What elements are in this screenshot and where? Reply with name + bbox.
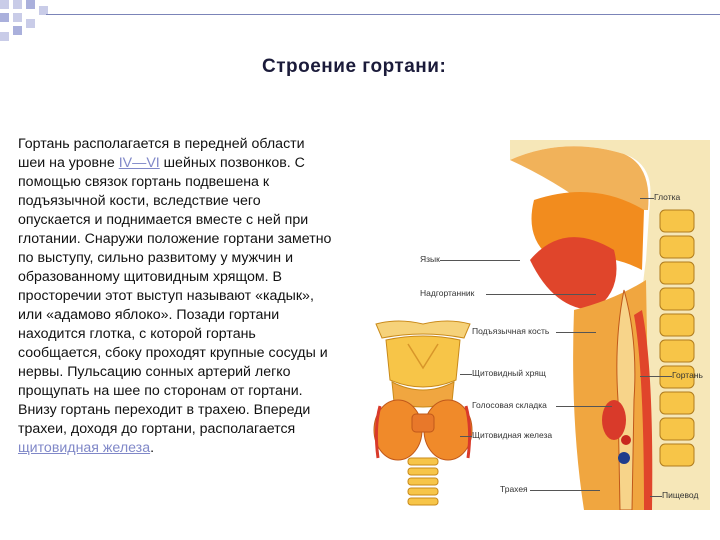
leader-line	[440, 260, 520, 261]
label-gortan: Гортань	[672, 370, 703, 380]
larynx-front-illustration	[368, 318, 478, 514]
leader-line	[556, 406, 612, 407]
label-podyaz-kost: Подъязычная кость	[472, 326, 550, 336]
label-trakheya: Трахея	[500, 484, 528, 494]
leader-line	[640, 376, 672, 377]
label-shchit-zheleza: Щитовидная железа	[472, 430, 553, 440]
label-yazyk: Язык	[420, 254, 440, 264]
label-pishchevod: Пищевод	[662, 490, 699, 500]
label-glotka: Глотка	[654, 192, 681, 202]
label-shchit-khryashch: Щитовидный хрящ	[472, 368, 546, 378]
thyroid-link[interactable]: щитовидная железа	[18, 440, 151, 456]
leader-line	[460, 436, 472, 437]
leader-line	[460, 374, 472, 375]
leader-line	[556, 332, 596, 333]
leader-line	[640, 198, 654, 199]
paragraph-text-3: .	[150, 440, 155, 456]
header-rule	[46, 14, 720, 15]
page-title: Строение гортани:	[262, 56, 447, 77]
leader-line	[486, 294, 596, 295]
label-nadgortannik: Надгортанник	[420, 288, 475, 298]
leader-line	[650, 496, 662, 497]
leader-line	[530, 490, 600, 491]
vertebrae-link[interactable]: IV—VI	[118, 155, 160, 171]
paragraph-text-1: Гортань располагается в передней области шеи на уровне	[18, 136, 305, 171]
body-paragraph	[18, 135, 332, 458]
decorative-squares	[0, 0, 60, 44]
paragraph-text-2: шейных позвонков. С помощью связок гортань подвешена к подъязычной кости, вследствие чего опускается и поднимается вместе с ней при глотании. Снаружи положение гортани заметно по выступу, сильно развитому у мужчин и образованному щитовидным хрящом. В просторечии этот выступ называют «кадык», или «адамово яблоко». Позади гортани находится глотка, с которой гортань сообщается, сбоку проходят крупные сосуды и нервы. Пульсацию сонных артерий легко прощупать на шее по сторонам от гортани. Внизу гортань переходит в трахею. Впереди трахеи, доходя до гортани, располагается	[18, 155, 332, 437]
label-golos-skladka: Голосовая складка	[472, 400, 547, 410]
